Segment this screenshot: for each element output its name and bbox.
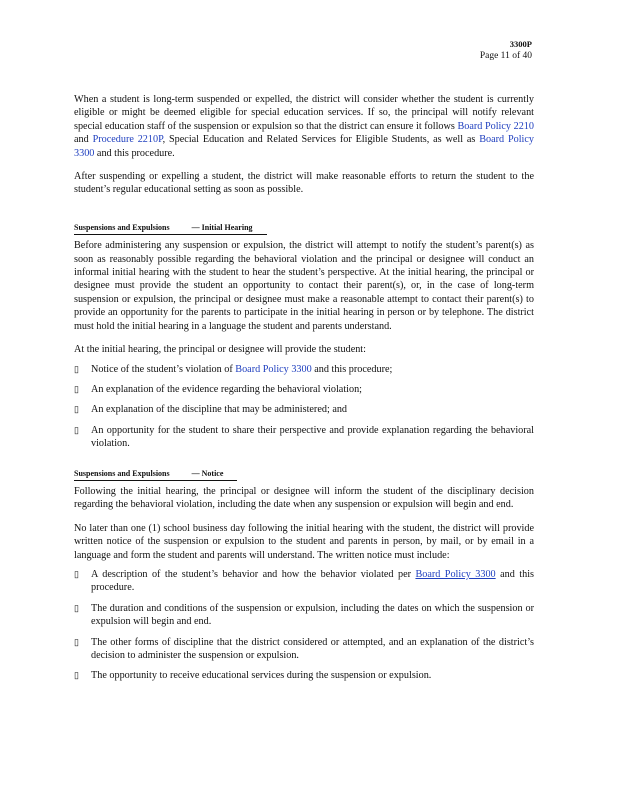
list-item [74, 403, 534, 416]
section-heading-initial-hearing [74, 221, 267, 235]
bullet-box-icon: ▯ [74, 568, 79, 579]
text-run: When a student is long-term suspended or expelled, the district will consider whether the student is currently eligible or might be deemed eligible for special education services. If so, the principal will notify relevant special education staff of the suspension or expulsion so that the district can ensure it follows [74, 94, 534, 132]
text-run: A description of the student’s behavior and how the behavior violated per [91, 568, 416, 580]
bullet-box-icon: ▯ [74, 363, 79, 374]
text-run: , Special Education and Related Services for Eligible Students, as well as [162, 134, 480, 146]
paragraph-special-education [74, 93, 534, 160]
text-run: An explanation of the discipline that may be administered; and [91, 404, 348, 416]
text-run: An opportunity for the student to share their perspective and provide explanation regarding the behavioral violation. [91, 424, 534, 450]
link-board-policy-3300[interactable]: Board Policy 3300 [74, 134, 534, 159]
text-run: An explanation of the evidence regarding the behavioral violation; [91, 383, 363, 395]
link-board-policy-3300[interactable]: Board Policy 3300 [415, 568, 496, 580]
text-run: and this procedure. [91, 568, 534, 594]
text-run: and [74, 134, 93, 146]
heading-part: Suspensions and Expulsions [74, 468, 170, 478]
list-item [74, 363, 534, 376]
link-procedure-2210p[interactable]: Procedure 2210P [92, 134, 163, 146]
text-run: The duration and conditions of the suspension or expulsion, including the dates on which the suspension or expulsion will begin and end. [91, 602, 534, 628]
policy-code: 3300P [509, 39, 532, 49]
bullet-box-icon: ▯ [74, 602, 79, 613]
link-board-policy-3300[interactable]: Board Policy 3300 [235, 363, 312, 375]
link-board-policy-2210[interactable]: Board Policy 2210 [457, 120, 534, 132]
paragraph-written-notice: No later than one (1) school business day following the initial hearing with the student, the district will provide written notice of the suspension or expulsion to the student and parents in person, by mail, or by email in a language and form the student and parents will understand. The written notice must include: [74, 522, 534, 561]
list-item [74, 424, 534, 451]
list-item [74, 383, 534, 396]
bullet-box-icon: ▯ [74, 383, 79, 394]
heading-part: — Initial Hearing [191, 222, 253, 232]
paragraph-notice-decision: Following the initial hearing, the principal or designee will inform the student of the disciplinary decision regarding the behavioral violation, including the date when any suspension or expulsion will begin and end. [74, 485, 534, 511]
list-item [74, 669, 534, 682]
paragraph-return-to-setting: After suspending or expelling a student, the district will make reasonable efforts to return the student to the student’s regular educational setting as soon as possible. [74, 171, 534, 196]
list-hearing-provisions [74, 363, 534, 451]
page-number: Page 11 of 40 [479, 51, 532, 61]
heading-part: Suspensions and Expulsions [74, 222, 170, 232]
list-item [74, 602, 534, 629]
bullet-box-icon: ▯ [74, 424, 79, 435]
bullet-box-icon: ▯ [74, 670, 79, 681]
list-item [74, 636, 534, 663]
text-run: and this procedure; [311, 363, 393, 375]
text-run: and this procedure. [94, 147, 175, 159]
document-body [74, 93, 534, 695]
heading-part: — Notice [191, 468, 224, 478]
text-run: The opportunity to receive educational services during the suspension or expulsion. [91, 670, 432, 682]
list-notice-contents [74, 568, 534, 683]
bullet-box-icon: ▯ [74, 636, 79, 647]
paragraph-initial-hearing: Before administering any suspension or expulsion, the district will attempt to notify the student’s parent(s) as soon as reasonably possible regarding the behavioral violation and the principal or designee will conduct an informal initial hearing with the student to hear the student’s perspective. At the initial hearing, the principal or designee must provide the student an opportunity to contact their parent(s), or, in the case of long-term suspension or expulsion, the principal or designee must make a reasonable attempt to contact their parent(s) to provide an opportunity for the parents to participate in the initial hearing in person or by telephone. The district must hold the initial hearing in a language the student and parents understand. [74, 240, 534, 332]
section-heading-notice [74, 467, 237, 481]
list-item [74, 568, 534, 595]
paragraph-hearing-intro: At the initial hearing, the principal or designee will provide the student: [74, 344, 366, 356]
text-run: Notice of the student’s violation of [91, 363, 236, 375]
page-header [480, 38, 532, 62]
bullet-box-icon: ▯ [74, 404, 79, 415]
text-run: The other forms of discipline that the district considered or attempted, and an explanation of the district’s decision to administer the suspension or expulsion. [91, 636, 534, 661]
